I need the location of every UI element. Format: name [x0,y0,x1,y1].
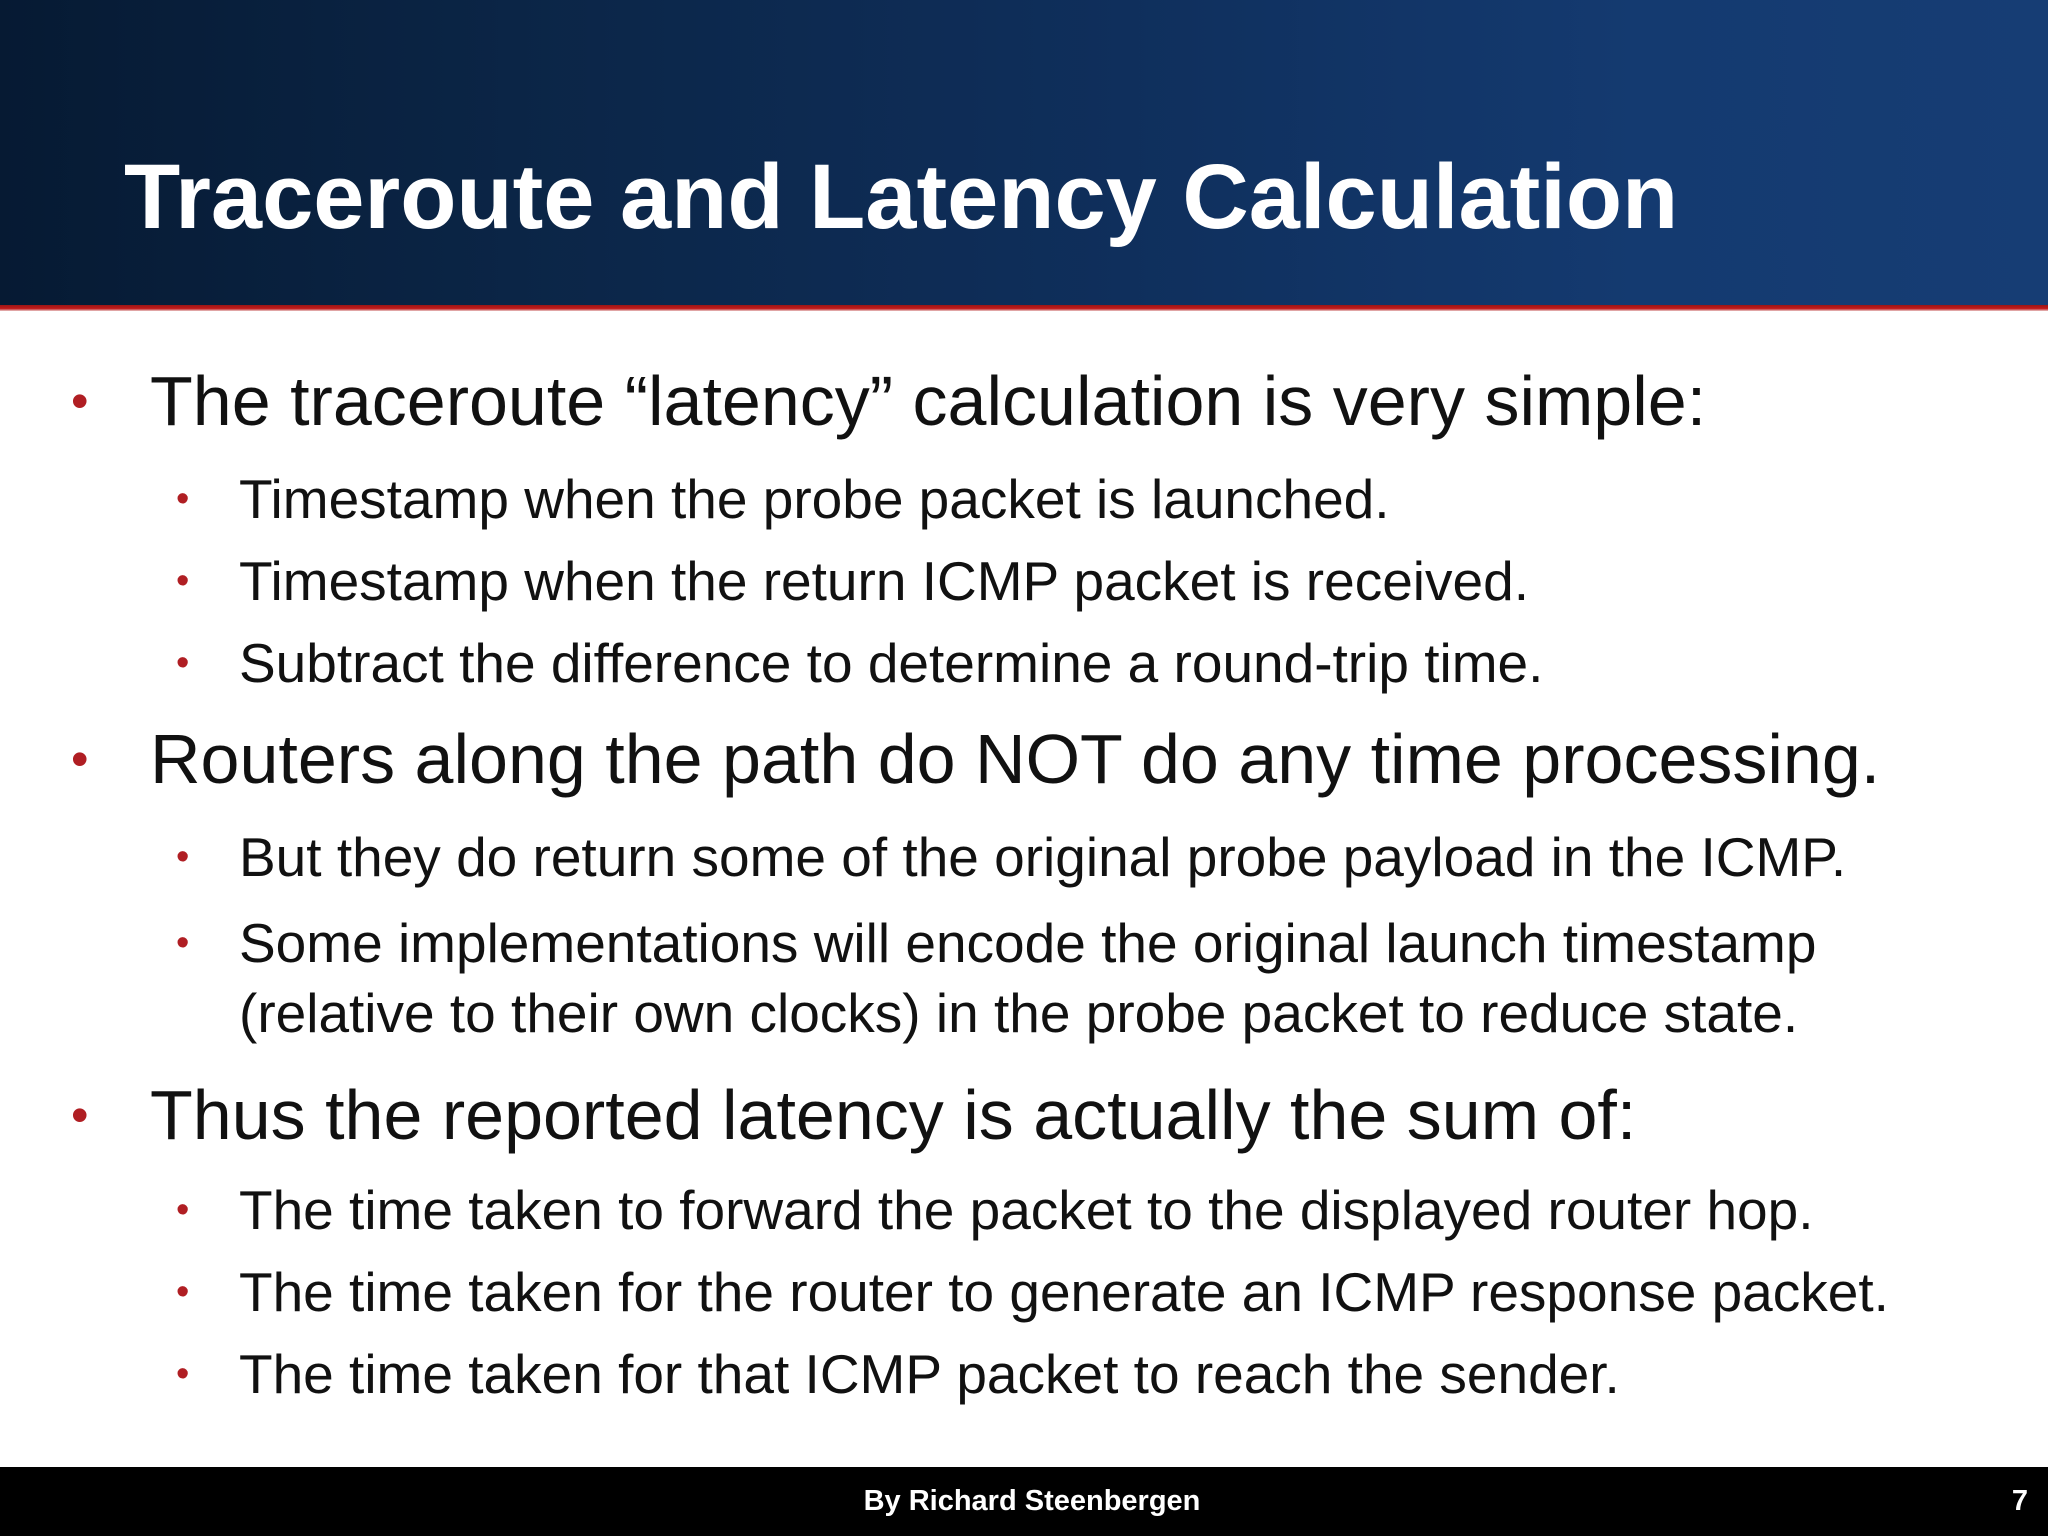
bullet-dot-icon: • [71,731,89,787]
bullet-level2 [176,1257,1889,1327]
bullet-text: Subtract the difference to determine a round-trip time. [239,632,1544,694]
bullet-dot-icon: • [71,373,89,429]
bullet-level2 [176,546,1529,616]
bullet-level2 [176,628,1544,698]
bullet-text: Timestamp when the probe packet is launched. [239,468,1390,530]
bullet-text: Thus the reported latency is actually the sum of: [150,1076,1637,1154]
bullet-text: Routers along the path do NOT do any time processing. [150,720,1881,798]
bullet-text: The time taken to forward the packet to the displayed router hop. [239,1179,1814,1241]
bullet-dot-icon: • [176,1189,190,1231]
bullet-level2 [176,1339,1620,1409]
footer-bar [0,1467,2048,1536]
bullet-text: Timestamp when the return ICMP packet is received. [239,550,1529,612]
page-number: 7 [2011,1485,2028,1517]
slide-title: Traceroute and Latency Calculation [124,146,1679,248]
bullet-dot-icon: • [176,478,190,520]
bullet-level2 [176,908,2019,1048]
footer-author: By Richard Steenbergen [863,1485,1201,1517]
bullet-text: But they do return some of the original probe payload in the ICMP. [239,826,1847,888]
bullet-text: The time taken for that ICMP packet to reach the sender. [239,1343,1620,1405]
bullet-level1 [71,361,1707,441]
bullet-level1 [71,1075,1637,1155]
bullet-dot-icon: • [176,642,190,684]
bullet-dot-icon: • [176,836,190,878]
bullet-level2 [176,1175,1814,1245]
bullet-level2 [176,464,1390,534]
bullet-level1 [71,719,1881,799]
bullet-dot-icon: • [176,922,190,964]
bullet-dot-icon: • [176,1353,190,1395]
bullet-text: The time taken for the router to generate an ICMP response packet. [239,1261,1889,1323]
bullet-dot-icon: • [176,560,190,602]
bullet-level2 [176,822,1847,892]
bullet-dot-icon: • [71,1087,89,1143]
bullet-text: The traceroute “latency” calculation is very simple: [150,362,1707,440]
bullet-dot-icon: • [176,1271,190,1313]
bullet-text: Some implementations will encode the original launch timestamp (relative to their own clocks) in the probe packet to reduce state. [239,912,1817,1044]
